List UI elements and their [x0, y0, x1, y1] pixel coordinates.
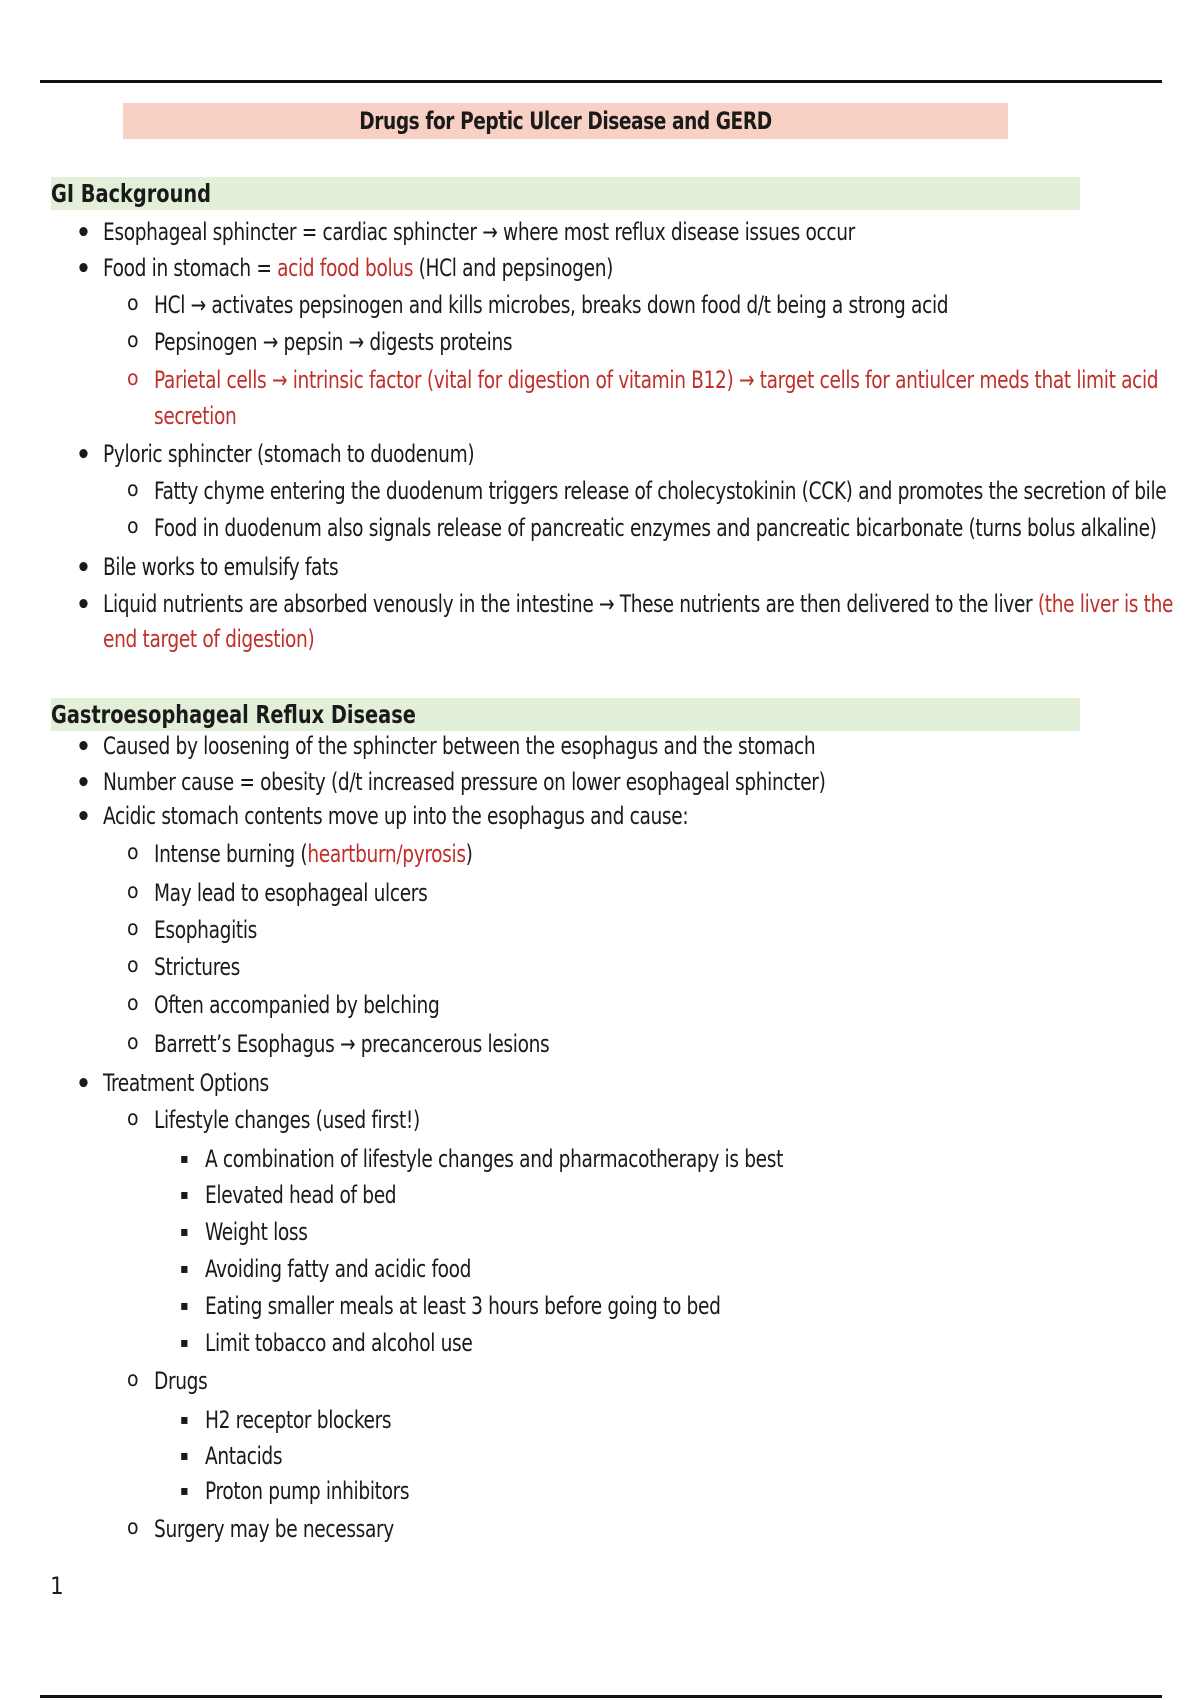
text-segment: Lifestyle changes (used first!)	[154, 1106, 420, 1134]
list-item	[103, 768, 825, 796]
bullet-disc-icon: •	[76, 254, 91, 284]
list-item	[103, 590, 1173, 618]
list-item	[103, 553, 338, 581]
list-item	[154, 879, 427, 907]
list-item	[154, 328, 512, 356]
bullet-circle-icon: o	[127, 328, 139, 352]
list-item	[205, 1477, 409, 1505]
text-segment: Avoiding fatty and acidic food	[205, 1255, 472, 1283]
bullet-circle-icon: o	[127, 291, 139, 315]
list-item-continuation	[103, 625, 314, 653]
bottom-rule	[40, 1695, 1162, 1698]
list-item	[103, 732, 815, 760]
section-heading-text: Gastroesophageal Reflux Disease	[51, 700, 416, 729]
bullet-square-icon: ▪	[180, 1412, 189, 1428]
text-segment: Strictures	[154, 953, 240, 981]
text-segment: Liquid nutrients are absorbed venously in the intestine → These nutrients are then delivered to the liver	[103, 590, 1038, 618]
list-item	[205, 1442, 282, 1470]
bullet-circle-icon: o	[127, 840, 139, 864]
bullet-disc-icon: •	[76, 590, 91, 620]
highlighted-text: end target of digestion)	[103, 625, 315, 653]
bullet-disc-icon: •	[76, 440, 91, 470]
highlighted-text: Parietal cells → intrinsic factor (vital for digestion of vitamin B12) → target cells for antiulcer meds that limit acid	[154, 366, 1159, 394]
text-segment: May lead to esophageal ulcers	[154, 879, 428, 907]
list-item	[103, 440, 474, 468]
list-item	[103, 218, 855, 246]
text-segment: (HCl and pepsinogen)	[413, 254, 614, 282]
text-segment: Barrett’s Esophagus → precancerous lesions	[154, 1030, 550, 1058]
section-heading-text: GI Background	[51, 179, 211, 208]
bullet-square-icon: ▪	[180, 1151, 189, 1167]
bullet-circle-icon: o	[127, 1030, 139, 1054]
page-number: 1	[50, 1572, 64, 1600]
list-item	[205, 1292, 721, 1320]
bullet-square-icon: ▪	[180, 1187, 189, 1203]
list-item	[205, 1406, 391, 1434]
bullet-circle-icon: o	[127, 514, 139, 538]
text-segment: Weight loss	[205, 1218, 308, 1246]
bullet-square-icon: ▪	[180, 1261, 189, 1277]
list-item	[103, 802, 688, 830]
highlighted-text: secretion	[154, 402, 237, 430]
text-segment: HCl → activates pepsinogen and kills microbes, breaks down food d/t being a strong acid	[154, 291, 949, 319]
list-item	[205, 1329, 472, 1357]
bullet-disc-icon: •	[76, 218, 91, 248]
text-segment: Bile works to emulsify fats	[103, 553, 339, 581]
bullet-disc-icon: •	[76, 802, 91, 832]
section-heading-gi-background	[51, 177, 1080, 210]
text-segment: Proton pump inhibitors	[205, 1477, 410, 1505]
bullet-disc-icon: •	[76, 553, 91, 583]
text-segment: Esophageal sphincter = cardiac sphincter → where most reflux disease issues occur	[103, 218, 855, 246]
text-segment: Drugs	[154, 1367, 208, 1395]
list-item-continuation	[154, 402, 236, 430]
list-item	[205, 1255, 471, 1283]
bullet-circle-icon: o	[127, 366, 139, 390]
highlighted-text: (the liver is the	[1037, 590, 1174, 618]
highlighted-text: acid food bolus	[277, 254, 414, 282]
text-segment: Fatty chyme entering the duodenum triggers release of cholecystokinin (CCK) and promotes the secretion of bile	[154, 477, 1167, 505]
document-title: Drugs for Peptic Ulcer Disease and GERD	[123, 103, 1008, 139]
list-item	[154, 1515, 394, 1543]
list-item	[154, 1106, 420, 1134]
top-rule	[40, 80, 1162, 83]
section-heading-gerd	[51, 698, 1080, 731]
text-segment: )	[465, 840, 473, 868]
bullet-circle-icon: o	[127, 1367, 139, 1391]
list-item	[154, 953, 240, 981]
text-segment: Food in stomach =	[103, 254, 278, 282]
list-item	[205, 1145, 783, 1173]
text-segment: Pepsinogen → pepsin → digests proteins	[154, 328, 513, 356]
bullet-circle-icon: o	[127, 1106, 139, 1130]
highlighted-text: heartburn/pyrosis	[307, 840, 466, 868]
list-item	[154, 477, 1166, 505]
text-segment: Often accompanied by belching	[154, 991, 440, 1019]
text-segment: Intense burning (	[154, 840, 308, 868]
list-item	[103, 254, 613, 282]
bullet-disc-icon: •	[76, 768, 91, 798]
bullet-circle-icon: o	[127, 477, 139, 501]
bullet-disc-icon: •	[76, 1069, 91, 1099]
text-segment: Caused by loosening of the sphincter between the esophagus and the stomach	[103, 732, 816, 760]
text-segment: Number cause = obesity (d/t increased pressure on lower esophageal sphincter)	[103, 768, 826, 796]
text-segment: Eating smaller meals at least 3 hours before going to bed	[205, 1292, 721, 1320]
text-segment: Limit tobacco and alcohol use	[205, 1329, 473, 1357]
list-item	[154, 916, 257, 944]
list-item	[103, 1069, 269, 1097]
bullet-square-icon: ▪	[180, 1448, 189, 1464]
bullet-circle-icon: o	[127, 953, 139, 977]
bullet-circle-icon: o	[127, 916, 139, 940]
text-segment: H2 receptor blockers	[205, 1406, 392, 1434]
text-segment: Elevated head of bed	[205, 1181, 397, 1209]
bullet-circle-icon: o	[127, 879, 139, 903]
list-item	[154, 991, 439, 1019]
text-segment: Food in duodenum also signals release of pancreatic enzymes and pancreatic bicarbonate (turns bolus alkaline)	[154, 514, 1157, 542]
bullet-square-icon: ▪	[180, 1224, 189, 1240]
bullet-circle-icon: o	[127, 991, 139, 1015]
bullet-circle-icon: o	[127, 1515, 139, 1539]
text-segment: A combination of lifestyle changes and pharmacotherapy is best	[205, 1145, 784, 1173]
text-segment: Pyloric sphincter (stomach to duodenum)	[103, 440, 475, 468]
bullet-square-icon: ▪	[180, 1335, 189, 1351]
bullet-square-icon: ▪	[180, 1298, 189, 1314]
text-segment: Treatment Options	[103, 1069, 269, 1097]
text-segment: Esophagitis	[154, 916, 257, 944]
list-item	[154, 366, 1158, 394]
bullet-disc-icon: •	[76, 732, 91, 762]
list-item	[154, 291, 948, 319]
list-item	[154, 840, 473, 868]
list-item	[154, 514, 1157, 542]
list-item	[154, 1030, 549, 1058]
text-segment: Surgery may be necessary	[154, 1515, 394, 1543]
list-item	[205, 1181, 396, 1209]
text-segment: Acidic stomach contents move up into the esophagus and cause:	[103, 802, 689, 830]
bullet-square-icon: ▪	[180, 1483, 189, 1499]
text-segment: Antacids	[205, 1442, 283, 1470]
list-item	[205, 1218, 308, 1246]
list-item	[154, 1367, 207, 1395]
